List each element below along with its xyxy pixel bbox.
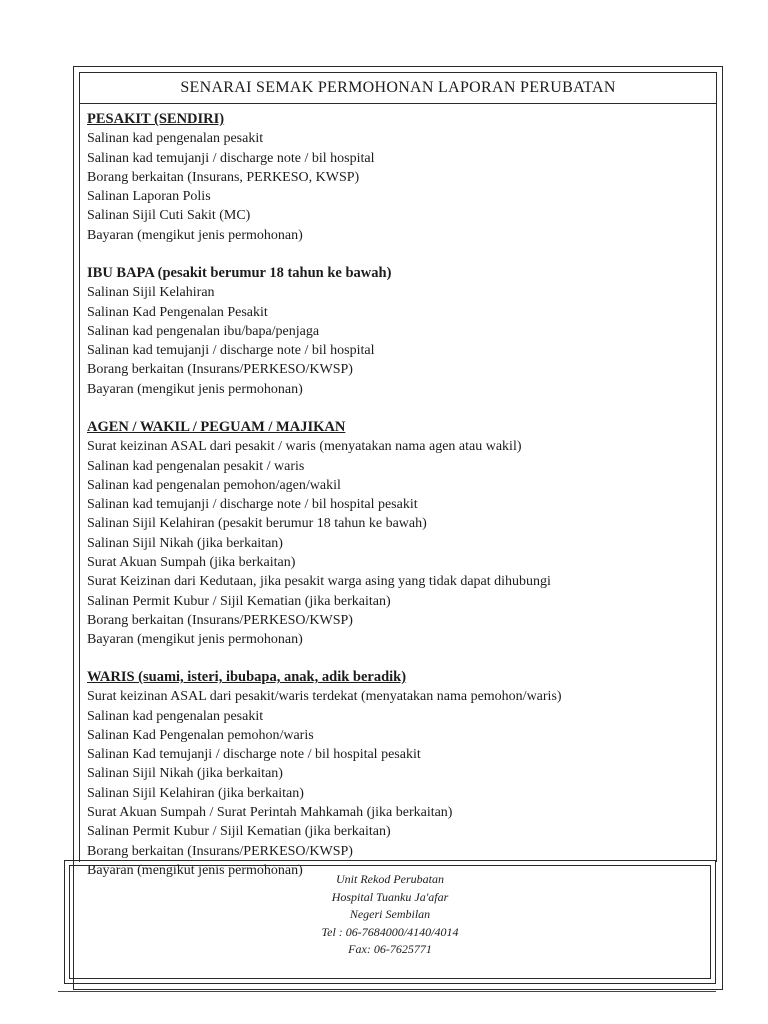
checklist-item: Bayaran (mengikut jenis permohonan) <box>87 632 303 648</box>
checklist-item: Salinan kad pengenalan ibu/bapa/penjaga <box>87 323 320 339</box>
checklist-item: Salinan Permit Kubur / Sijil Kematian (jika berkaitan) <box>87 824 391 840</box>
section-heading: IBU BAPA (pesakit berumur 18 tahun ke bawah) <box>87 265 392 281</box>
checklist-item: Salinan Kad temujanji / discharge note / bil hospital pesakit <box>87 747 421 763</box>
checklist-item: Bayaran (mengikut jenis permohonan) <box>87 381 303 397</box>
contact-footer <box>64 860 716 984</box>
section-agen <box>80 418 716 650</box>
section-heading: AGEN / WAKIL / PEGUAM / MAJIKAN <box>87 419 346 435</box>
footer-unit: Unit Rekod Perubatan <box>336 872 444 886</box>
checklist-item: Salinan Kad Pengenalan Pesakit <box>87 304 268 320</box>
checklist-item: Salinan Sijil Kelahiran <box>87 285 215 301</box>
checklist-item: Salinan Sijil Nikah (jika berkaitan) <box>87 535 283 551</box>
checklist-item: Salinan Kad Pengenalan pemohon/waris <box>87 727 314 743</box>
checklist-item: Salinan kad pengenalan pesakit / waris <box>87 458 305 474</box>
section-waris <box>80 668 716 880</box>
section-heading: WARIS (suami, isteri, ibubapa, anak, adik beradik) <box>87 669 407 685</box>
checklist-item: Salinan kad temujanji / discharge note / bil hospital <box>87 150 375 166</box>
checklist-item: Borang berkaitan (Insurans/PERKESO/KWSP) <box>87 612 353 628</box>
checklist-item: Surat Akuan Sumpah / Surat Perintah Mahkamah (jika berkaitan) <box>87 805 453 821</box>
bottom-rule <box>58 991 716 992</box>
checklist-item: Salinan kad temujanji / discharge note / bil hospital <box>87 343 375 359</box>
document-title: SENARAI SEMAK PERMOHONAN LAPORAN PERUBATAN <box>79 72 717 104</box>
checklist-item: Borang berkaitan (Insurans/PERKESO/KWSP) <box>87 362 353 378</box>
checklist-item: Salinan Sijil Cuti Sakit (MC) <box>87 208 251 224</box>
section-pesakit <box>80 110 716 245</box>
checklist-item: Borang berkaitan (Insurans/PERKESO/KWSP) <box>87 843 353 859</box>
checklist-item: Salinan kad pengenalan pemohon/agen/wakil <box>87 477 341 493</box>
checklist-item: Bayaran (mengikut jenis permohonan) <box>87 862 303 878</box>
checklist-item: Surat keizinan ASAL dari pesakit/waris terdekat (menyatakan nama pemohon/waris) <box>87 689 562 705</box>
checklist-item: Salinan Sijil Kelahiran (pesakit berumur 18 tahun ke bawah) <box>87 516 427 532</box>
checklist-item: Surat Keizinan dari Kedutaan, jika pesakit warga asing yang tidak dapat dihubungi <box>87 574 551 590</box>
checklist-body <box>79 104 717 878</box>
footer-fax: Fax: 06-7625771 <box>348 942 432 956</box>
checklist-item: Salinan Sijil Nikah (jika berkaitan) <box>87 766 283 782</box>
checklist-item: Surat Akuan Sumpah (jika berkaitan) <box>87 555 296 571</box>
checklist-item: Salinan Sijil Kelahiran (jika berkaitan) <box>87 785 304 801</box>
section-ibu-bapa <box>80 264 716 399</box>
footer-text <box>65 871 715 959</box>
checklist-item: Salinan kad pengenalan pesakit <box>87 708 264 724</box>
checklist-item: Salinan kad temujanji / discharge note / bil hospital pesakit <box>87 497 418 513</box>
checklist-item: Salinan Permit Kubur / Sijil Kematian (jika berkaitan) <box>87 593 391 609</box>
checklist-item: Surat keizinan ASAL dari pesakit / waris (menyatakan nama agen atau wakil) <box>87 439 522 455</box>
checklist-item: Salinan Laporan Polis <box>87 189 211 205</box>
checklist-item: Salinan kad pengenalan pesakit <box>87 131 264 147</box>
footer-hospital: Hospital Tuanku Ja'afar <box>331 889 449 904</box>
section-heading: PESAKIT (SENDIRI) <box>87 111 225 127</box>
footer-state: Negeri Sembilan <box>349 907 431 921</box>
checklist-item: Bayaran (mengikut jenis permohonan) <box>87 227 303 243</box>
checklist-item: Borang berkaitan (Insurans, PERKESO, KWSP) <box>87 169 360 185</box>
footer-tel: Tel : 06-7684000/4140/4014 <box>321 924 459 939</box>
